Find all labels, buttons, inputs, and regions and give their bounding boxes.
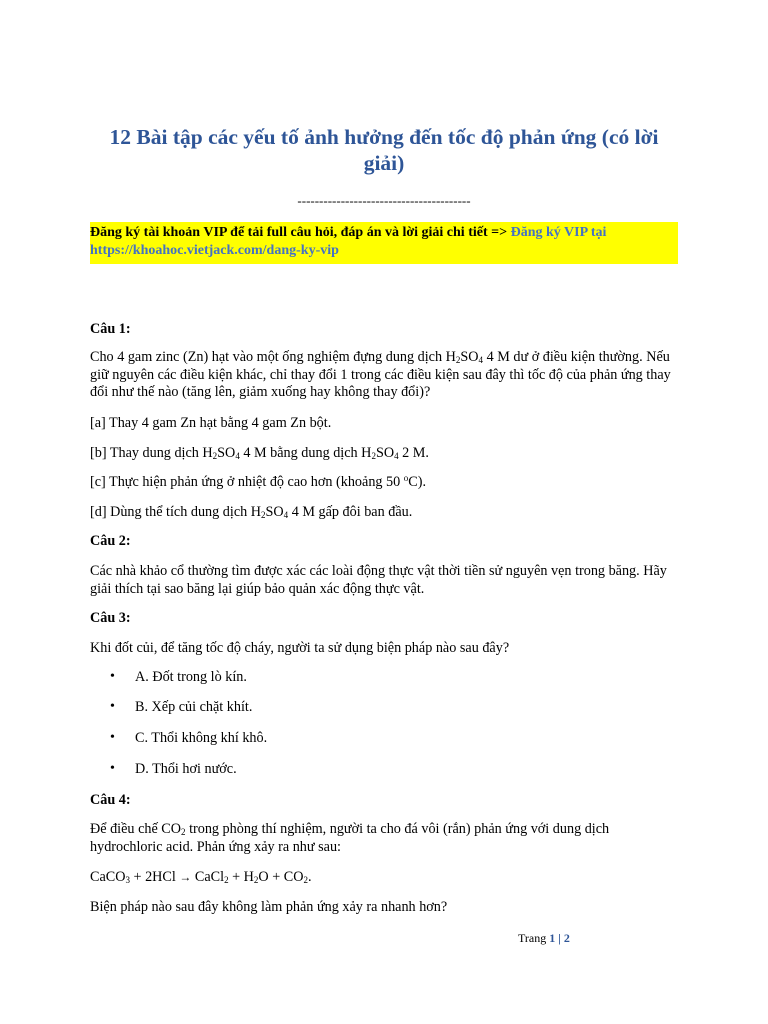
q1-label: Câu 1:: [90, 321, 131, 337]
page-title: 12 Bài tập các yếu tố ảnh hưởng đến tốc độ phản ứng (có lời giải): [109, 125, 659, 175]
bullet-icon: •: [110, 730, 115, 745]
bullet-icon: •: [110, 761, 115, 776]
vip-banner: [90, 222, 678, 264]
q3-option-a: • A. Đốt trong lò kín.: [110, 669, 247, 685]
q3-option-c: • C. Thổi không khí khô.: [110, 730, 268, 746]
q1-option-a: [a] Thay 4 gam Zn hạt bằng 4 gam Zn bột.: [90, 415, 332, 431]
q2-label: Câu 2:: [90, 533, 131, 549]
q1-option-b: [b] Thay dung dịch $H_2SO_4$ 4 M bằng dung dịch $H_2SO_4$ 2 M.: [90, 445, 429, 461]
q3-label: Câu 3:: [90, 610, 131, 626]
q3-option-d: • D. Thổi hơi nước.: [110, 761, 237, 777]
bullet-icon: •: [110, 669, 115, 684]
bullet-icon: •: [110, 699, 115, 714]
q1-option-c: [c] Thực hiện phản ứng ở nhiệt độ cao hơn (khoảng 50 $^o$C).: [90, 473, 427, 490]
separator-line: ----------------------------------------: [297, 193, 471, 208]
q4-equation: CaCO$_3$ + 2HCl → CaCl$_2$ + $H_2O + CO_2$.: [90, 869, 312, 885]
vip-link[interactable]: Đăng ký VIP tại https://khoahoc.vietjack.com/dang-ky-vip: [90, 225, 607, 258]
q4-question: Biện pháp nào sau đây không làm phản ứng xảy ra nhanh hơn?: [90, 899, 448, 915]
q4-text: Để điều chế $CO_2$ trong phòng thí nghiệm, người ta cho đá vôi (rắn) phản ứng với dung dịch hydrochloric acid. Phản ứng xảy ra như sau:: [90, 821, 610, 855]
page-number: 1: [549, 931, 556, 945]
q4-label: Câu 4:: [90, 792, 131, 808]
q2-text: Các nhà khảo cổ thường tìm được xác các loài động thực vật thời tiền sử nguyên vẹn trong băng. Hãy giải thích tại sao băng lại giúp bảo quản xác động thực vật.: [90, 563, 667, 597]
q3-text: Khi đốt củi, để tăng tốc độ cháy, người ta sử dụng biện pháp nào sau đây?: [90, 640, 510, 656]
page-footer: Trang 1 | 2: [518, 931, 570, 945]
vip-text: Đăng ký tài khoản VIP để tải full câu hỏi, đáp án và lời giải chi tiết =>: [90, 225, 511, 240]
arrow-icon: →: [179, 870, 192, 884]
page-total: 2: [563, 931, 570, 945]
q1-option-d: [d] Dùng thể tích dung dịch $H_2SO_4$ 4 M gấp đôi ban đầu.: [90, 504, 413, 520]
q1-text: Cho 4 gam zinc (Zn) hạt vào một ống nghiệm đựng dung dịch $H_2SO_4$ 4 M dư ở điều kiện thường. Nếu giữ nguyên các điều kiện khác, chỉ thay đổi 1 trong các điều kiện sau đây thì tốc độ của phản ứng thay đổi như thế nào (tăng lên, giảm xuống hay không thay đổi)?: [90, 349, 671, 400]
q3-option-b: • B. Xếp củi chặt khít.: [110, 699, 253, 715]
